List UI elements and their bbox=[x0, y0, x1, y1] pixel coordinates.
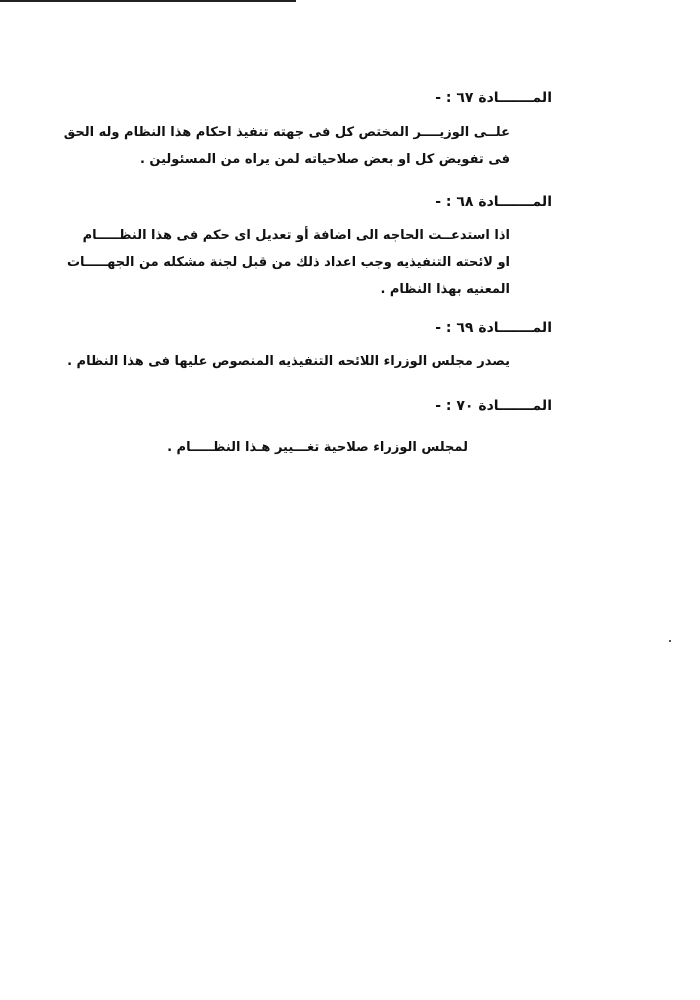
article-68-heading: المـــــــادة ٦٨ : - bbox=[435, 194, 552, 210]
article-70-line-1: لمجلس الوزراء صلاحية تغـــيير هـذا النظـــــام . bbox=[167, 440, 468, 455]
article-68-text bbox=[66, 222, 510, 303]
article-68-line-3: المعنيه بهذا النظام . bbox=[380, 282, 510, 297]
article-69-line-1: يصدر مجلس الوزراء اللائحه التنفيذيه المنصوص عليها فى هذا النظام . bbox=[67, 354, 510, 369]
article-69-text bbox=[67, 348, 510, 375]
article-67-line-2: فى تفويض كل او بعض صلاحياته لمن يراه من المسئولين . bbox=[139, 152, 510, 167]
article-67-line-1: علــى الوزيــــر المختص كل فى جهته تنفيذ احكام هذا النظام وله الحق bbox=[63, 125, 510, 140]
article-68-line-2: او لائحته التنفيذيه وجب اعداد ذلك من قبل لجنة مشكله من الجهـــــات bbox=[66, 255, 510, 270]
scan-speck bbox=[669, 640, 671, 642]
article-70-heading: المـــــــادة ٧٠ : - bbox=[435, 398, 552, 414]
article-68-line-1: اذا استدعــت الحاجه الى اضافة أو تعديل اى حكم فى هذا النظـــــام bbox=[82, 228, 510, 243]
article-67-text bbox=[63, 119, 510, 173]
article-67-heading: المـــــــادة ٦٧ : - bbox=[435, 90, 552, 106]
top-border-line bbox=[0, 0, 296, 2]
article-69-heading: المـــــــادة ٦٩ : - bbox=[435, 320, 552, 336]
article-70-text bbox=[148, 434, 468, 461]
